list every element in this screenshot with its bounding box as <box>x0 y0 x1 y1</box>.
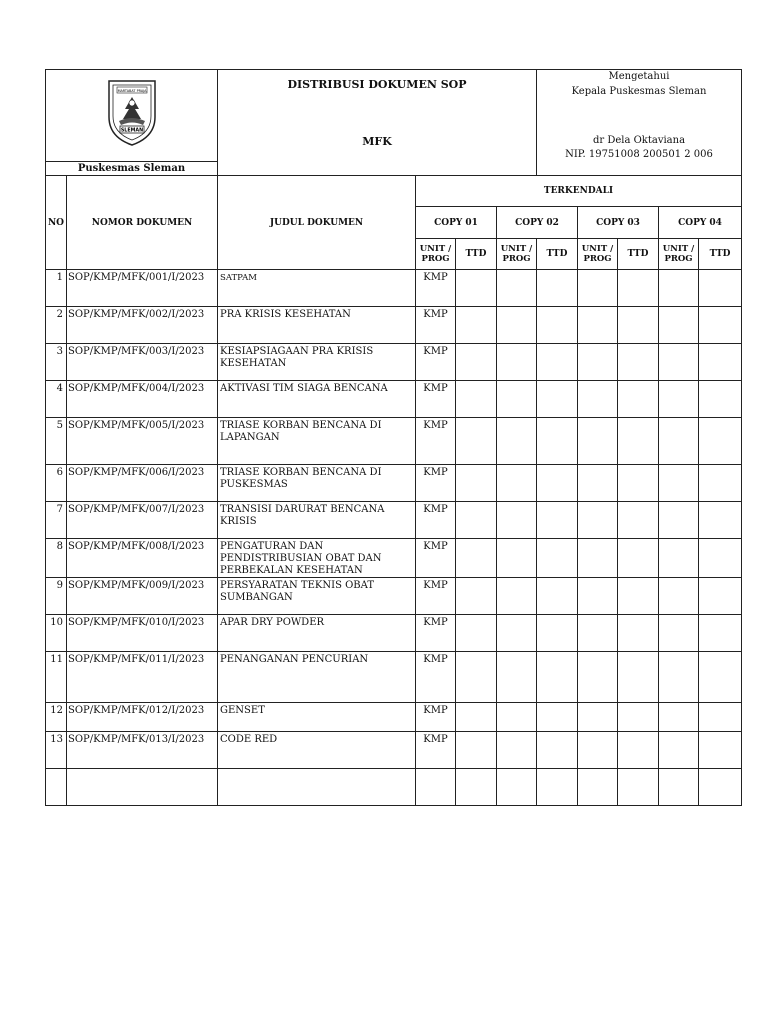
row-unit-copy-01: KMP <box>416 539 456 578</box>
row-unit-copy-04 <box>659 578 699 615</box>
col-header-copy-03: COPY 03 <box>578 207 659 239</box>
row-unit-copy-04 <box>659 465 699 502</box>
col-header-nomor: NOMOR DOKUMEN <box>67 176 218 270</box>
col-header-unit-prog <box>416 239 456 270</box>
row-no: 12 <box>46 703 67 732</box>
row-unit-copy-04 <box>659 418 699 465</box>
row-unit-copy-01: KMP <box>416 502 456 539</box>
row-nomor-dokumen: SOP/KMP/MFK/004/I/2023 <box>67 381 218 418</box>
document-subtitle: MFK <box>362 135 392 148</box>
row-ttd-copy-02 <box>537 418 578 465</box>
row-ttd-copy-03 <box>618 578 659 615</box>
row-ttd-copy-01 <box>456 502 497 539</box>
row-unit-copy-01: KMP <box>416 270 456 307</box>
row-no: 6 <box>46 465 67 502</box>
row-ttd-copy-02 <box>537 703 578 732</box>
row-ttd-copy-02 <box>537 344 578 381</box>
row-unit-copy-02 <box>497 615 537 652</box>
table-row <box>46 732 742 769</box>
row-nomor-dokumen: SOP/KMP/MFK/010/I/2023 <box>67 615 218 652</box>
table-row <box>46 578 742 615</box>
row-unit-copy-02 <box>497 270 537 307</box>
row-unit-copy-03 <box>578 465 618 502</box>
row-unit-copy-04 <box>659 539 699 578</box>
row-unit-copy-04 <box>659 615 699 652</box>
row-unit-copy-03 <box>578 615 618 652</box>
table-row <box>46 270 742 307</box>
row-ttd-copy-02 <box>537 465 578 502</box>
row-ttd-copy-04 <box>699 703 742 732</box>
col-header-ttd: TTD <box>456 239 497 270</box>
row-unit-copy-02 <box>497 344 537 381</box>
row-unit-copy-03 <box>578 418 618 465</box>
row-unit-copy-02 <box>497 418 537 465</box>
row-unit-copy-03 <box>578 703 618 732</box>
logo-top-text: MARTABAT PRAJA <box>117 89 146 93</box>
row-ttd-copy-02 <box>537 615 578 652</box>
table-row <box>46 502 742 539</box>
table-row <box>46 703 742 732</box>
row-nomor-dokumen: SOP/KMP/MFK/003/I/2023 <box>67 344 218 381</box>
row-unit-copy-02 <box>497 539 537 578</box>
table-row <box>46 615 742 652</box>
table-row <box>46 465 742 502</box>
row-nomor-dokumen: SOP/KMP/MFK/002/I/2023 <box>67 307 218 344</box>
row-unit-copy-01: KMP <box>416 703 456 732</box>
col-header-judul: JUDUL DOKUMEN <box>218 176 416 270</box>
row-ttd-copy-03 <box>618 539 659 578</box>
row-ttd-copy-03 <box>618 502 659 539</box>
row-ttd-copy-01 <box>456 307 497 344</box>
row-ttd-copy-01 <box>456 578 497 615</box>
row-ttd-copy-01 <box>456 344 497 381</box>
distribution-table <box>45 175 742 806</box>
row-unit-copy-04 <box>659 381 699 418</box>
row-no: 13 <box>46 732 67 769</box>
row-ttd-copy-04 <box>699 465 742 502</box>
row-ttd-copy-04 <box>699 769 742 806</box>
row-ttd-copy-02 <box>537 769 578 806</box>
table-row <box>46 344 742 381</box>
row-ttd-copy-01 <box>456 703 497 732</box>
row-nomor-dokumen: SOP/KMP/MFK/013/I/2023 <box>67 732 218 769</box>
row-ttd-copy-02 <box>537 307 578 344</box>
row-unit-copy-02 <box>497 307 537 344</box>
row-judul-dokumen: GENSET <box>218 703 416 732</box>
unit-label-line1: UNIT / <box>419 244 452 254</box>
row-unit-copy-04 <box>659 270 699 307</box>
row-ttd-copy-01 <box>456 381 497 418</box>
row-ttd-copy-04 <box>699 732 742 769</box>
logo-cell <box>46 70 218 176</box>
row-ttd-copy-03 <box>618 344 659 381</box>
row-unit-copy-01: KMP <box>416 732 456 769</box>
row-judul-dokumen: APAR DRY POWDER <box>218 615 416 652</box>
unit-label-line2: PROG <box>583 254 612 264</box>
row-unit-copy-02 <box>497 381 537 418</box>
row-ttd-copy-03 <box>618 769 659 806</box>
col-header-copy-01: COPY 01 <box>416 207 497 239</box>
title-cell <box>218 70 537 176</box>
row-judul-dokumen: PRA KRISIS KESEHATAN <box>218 307 416 344</box>
row-ttd-copy-03 <box>618 381 659 418</box>
sign-name: dr Dela Oktaviana <box>592 135 686 146</box>
row-unit-copy-03 <box>578 769 618 806</box>
row-ttd-copy-01 <box>456 418 497 465</box>
col-header-ttd: TTD <box>537 239 578 270</box>
row-unit-copy-02 <box>497 732 537 769</box>
unit-label-line1: UNIT / <box>662 244 695 254</box>
row-ttd-copy-03 <box>618 418 659 465</box>
unit-label-line1: UNIT / <box>500 244 533 254</box>
row-no: 9 <box>46 578 67 615</box>
document-header <box>45 69 742 176</box>
row-unit-copy-03 <box>578 539 618 578</box>
col-header-terkendali: TERKENDALI <box>416 176 742 207</box>
row-no: 7 <box>46 502 67 539</box>
row-judul-dokumen: TRANSISI DARURAT BENCANA KRISIS <box>218 502 416 539</box>
row-unit-copy-01: KMP <box>416 344 456 381</box>
row-judul-dokumen: PERSYARATAN TEKNIS OBAT SUMBANGAN <box>218 578 416 615</box>
row-unit-copy-01: KMP <box>416 465 456 502</box>
row-no: 4 <box>46 381 67 418</box>
row-judul-dokumen: TRIASE KORBAN BENCANA DI PUSKESMAS <box>218 465 416 502</box>
row-unit-copy-04 <box>659 769 699 806</box>
table-row <box>46 539 742 578</box>
document-title: DISTRIBUSI DOKUMEN SOP <box>287 78 467 91</box>
row-ttd-copy-04 <box>699 270 742 307</box>
row-unit-copy-04 <box>659 344 699 381</box>
row-unit-copy-02 <box>497 502 537 539</box>
row-unit-copy-01: KMP <box>416 381 456 418</box>
row-unit-copy-02 <box>497 769 537 806</box>
col-header-ttd: TTD <box>699 239 742 270</box>
row-unit-copy-03 <box>578 270 618 307</box>
row-judul-dokumen: PENANGANAN PENCURIAN <box>218 652 416 703</box>
row-ttd-copy-01 <box>456 732 497 769</box>
row-unit-copy-03 <box>578 652 618 703</box>
row-unit-copy-04 <box>659 732 699 769</box>
row-unit-copy-03 <box>578 578 618 615</box>
row-no <box>46 769 67 806</box>
row-unit-copy-01: KMP <box>416 615 456 652</box>
row-ttd-copy-01 <box>456 769 497 806</box>
row-judul-dokumen <box>218 769 416 806</box>
logo-text: SLEMAN <box>120 128 143 134</box>
row-unit-copy-04 <box>659 703 699 732</box>
row-nomor-dokumen: SOP/KMP/MFK/005/I/2023 <box>67 418 218 465</box>
row-nomor-dokumen: SOP/KMP/MFK/001/I/2023 <box>67 270 218 307</box>
row-nomor-dokumen <box>67 769 218 806</box>
table-row <box>46 418 742 465</box>
document-sheet <box>45 69 741 806</box>
row-judul-dokumen: TRIASE KORBAN BENCANA DI LAPANGAN <box>218 418 416 465</box>
signature-cell <box>537 70 742 176</box>
row-unit-copy-03 <box>578 502 618 539</box>
row-ttd-copy-03 <box>618 615 659 652</box>
row-ttd-copy-01 <box>456 615 497 652</box>
row-ttd-copy-04 <box>699 578 742 615</box>
unit-label-line2: PROG <box>664 254 693 264</box>
row-no: 3 <box>46 344 67 381</box>
col-header-copy-02: COPY 02 <box>497 207 578 239</box>
row-judul-dokumen: CODE RED <box>218 732 416 769</box>
unit-label-line1: UNIT / <box>581 244 614 254</box>
row-ttd-copy-03 <box>618 703 659 732</box>
row-ttd-copy-02 <box>537 732 578 769</box>
row-nomor-dokumen: SOP/KMP/MFK/011/I/2023 <box>67 652 218 703</box>
row-ttd-copy-03 <box>618 652 659 703</box>
row-unit-copy-03 <box>578 344 618 381</box>
row-no: 1 <box>46 270 67 307</box>
col-header-no: NO <box>46 176 67 270</box>
row-nomor-dokumen: SOP/KMP/MFK/006/I/2023 <box>67 465 218 502</box>
row-ttd-copy-04 <box>699 418 742 465</box>
row-no: 2 <box>46 307 67 344</box>
row-ttd-copy-04 <box>699 652 742 703</box>
row-unit-copy-03 <box>578 307 618 344</box>
row-nomor-dokumen: SOP/KMP/MFK/009/I/2023 <box>67 578 218 615</box>
row-ttd-copy-01 <box>456 652 497 703</box>
row-ttd-copy-01 <box>456 539 497 578</box>
row-unit-copy-02 <box>497 465 537 502</box>
col-header-unit-prog <box>578 239 618 270</box>
row-ttd-copy-01 <box>456 270 497 307</box>
sign-acknowledged: Mengetahui <box>608 71 670 82</box>
row-unit-copy-01: KMP <box>416 652 456 703</box>
row-unit-copy-02 <box>497 652 537 703</box>
sleman-logo <box>103 75 161 147</box>
row-judul-dokumen: AKTIVASI TIM SIAGA BENCANA <box>218 381 416 418</box>
row-ttd-copy-02 <box>537 578 578 615</box>
row-ttd-copy-04 <box>699 381 742 418</box>
row-no: 5 <box>46 418 67 465</box>
table-row <box>46 307 742 344</box>
row-ttd-copy-02 <box>537 270 578 307</box>
row-ttd-copy-03 <box>618 307 659 344</box>
table-row <box>46 652 742 703</box>
row-judul-dokumen: SATPAM <box>218 270 416 307</box>
col-header-unit-prog <box>497 239 537 270</box>
row-ttd-copy-04 <box>699 539 742 578</box>
table-row <box>46 381 742 418</box>
row-unit-copy-04 <box>659 307 699 344</box>
col-header-copy-04: COPY 04 <box>659 207 742 239</box>
row-nomor-dokumen: SOP/KMP/MFK/008/I/2023 <box>67 539 218 578</box>
row-ttd-copy-02 <box>537 502 578 539</box>
col-header-unit-prog <box>659 239 699 270</box>
table-row <box>46 769 742 806</box>
unit-label-line2: PROG <box>502 254 531 264</box>
row-unit-copy-04 <box>659 652 699 703</box>
row-ttd-copy-03 <box>618 270 659 307</box>
row-unit-copy-02 <box>497 703 537 732</box>
row-no: 10 <box>46 615 67 652</box>
row-judul-dokumen: KESIAPSIAGAAN PRA KRISIS KESEHATAN <box>218 344 416 381</box>
row-ttd-copy-03 <box>618 732 659 769</box>
row-ttd-copy-04 <box>699 502 742 539</box>
row-unit-copy-01: KMP <box>416 418 456 465</box>
row-unit-copy-03 <box>578 381 618 418</box>
row-ttd-copy-01 <box>456 465 497 502</box>
row-judul-dokumen: PENGATURAN DAN PENDISTRIBUSIAN OBAT DAN PERBEKALAN KESEHATAN <box>218 539 416 578</box>
unit-label-line2: PROG <box>421 254 450 264</box>
org-name: Puskesmas Sleman <box>46 161 217 175</box>
row-ttd-copy-02 <box>537 539 578 578</box>
row-ttd-copy-02 <box>537 652 578 703</box>
row-nomor-dokumen: SOP/KMP/MFK/012/I/2023 <box>67 703 218 732</box>
row-ttd-copy-04 <box>699 615 742 652</box>
row-ttd-copy-02 <box>537 381 578 418</box>
row-no: 8 <box>46 539 67 578</box>
sign-nip: NIP. 19751008 200501 2 006 <box>565 149 713 160</box>
row-unit-copy-03 <box>578 732 618 769</box>
col-header-ttd: TTD <box>618 239 659 270</box>
row-nomor-dokumen: SOP/KMP/MFK/007/I/2023 <box>67 502 218 539</box>
row-unit-copy-01: KMP <box>416 307 456 344</box>
row-ttd-copy-04 <box>699 307 742 344</box>
row-unit-copy-01: KMP <box>416 578 456 615</box>
row-no: 11 <box>46 652 67 703</box>
sign-position: Kepala Puskesmas Sleman <box>571 86 707 97</box>
row-unit-copy-01 <box>416 769 456 806</box>
row-unit-copy-02 <box>497 578 537 615</box>
row-ttd-copy-03 <box>618 465 659 502</box>
row-unit-copy-04 <box>659 502 699 539</box>
row-ttd-copy-04 <box>699 344 742 381</box>
